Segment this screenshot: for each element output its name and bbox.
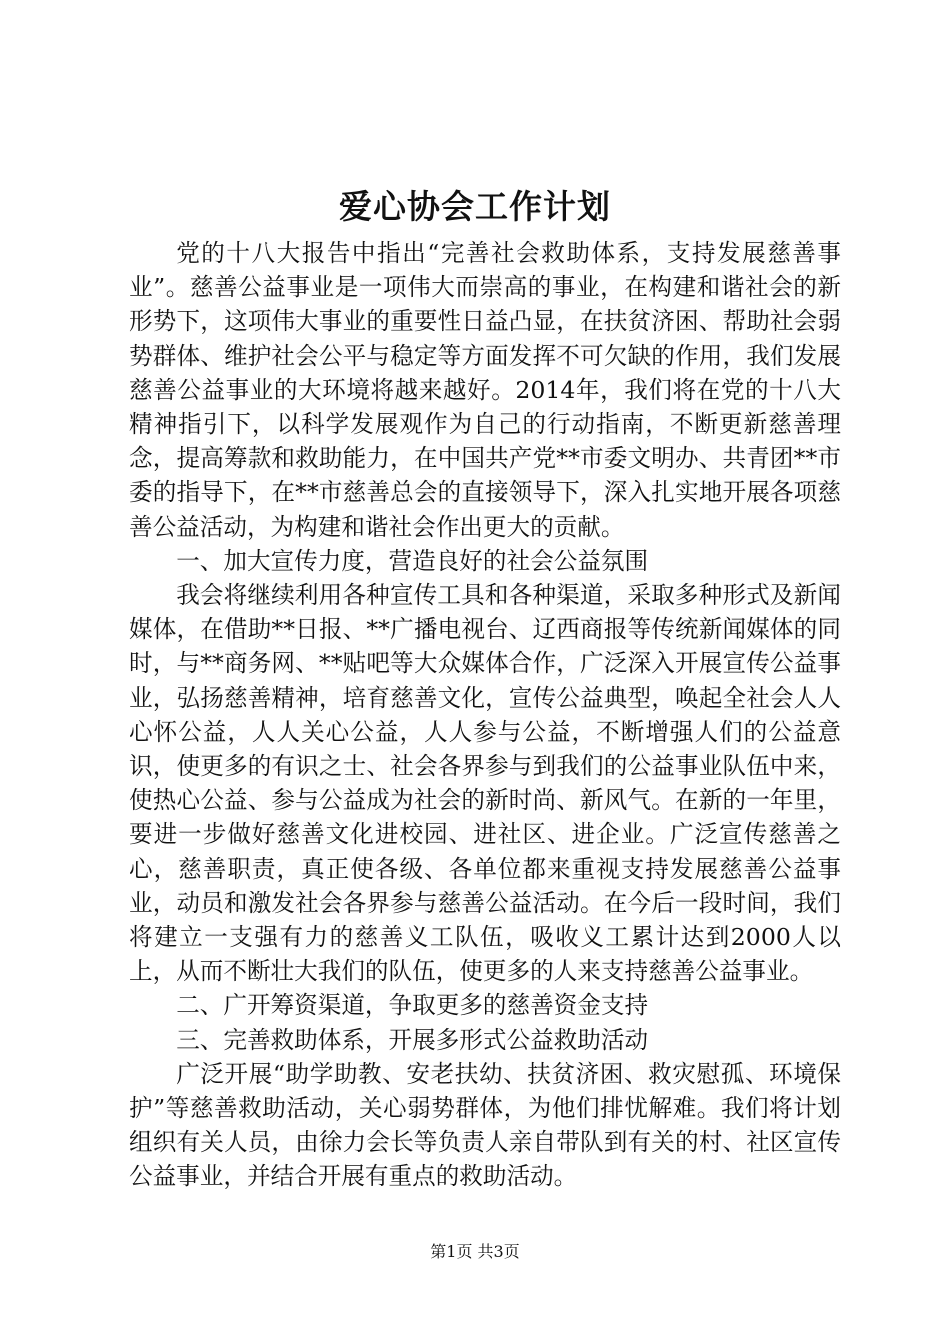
section-heading-2: 二、广开筹资渠道，争取更多的慈善资金支持: [176, 991, 649, 1020]
document-body: [129, 236, 841, 1194]
page-number-footer: 第1页 共3页: [430, 1242, 520, 1261]
section-heading-3: 三、完善救助体系，开展多形式公益救助活动: [176, 1025, 649, 1054]
document-title: 爱心协会工作计划: [339, 187, 611, 226]
section-1-paragraph: 我会将继续利用各种宣传工具和各种渠道，采取多种形式及新闻媒体，在借助**日报、**广播电视台、辽西商报等传统新闻媒体的同时，与**商务网、**贴吧等大众媒体合作，广泛深入开展宣传公益事业，弘扬慈善精神，培育慈善文化，宣传公益典型，唤起全社会人人心怀公益，人人关心公益，人人参与公益，不断增强人们的公益意识，使更多的有识之士、社会各界参与到我们的公益事业队伍中来，使热心公益、参与公益成为社会的新时尚、新风气。在新的一年里，要进一步做好慈善文化进校园、进社区、进企业。广泛宣传慈善之心，慈善职责，真正使各级、各单位都来重视支持发展慈善公益事业，动员和激发社会各界参与慈善公益活动。在今后一段时间，我们将建立一支强有力的慈善义工队伍，吸收义工累计达到2000人以上，从而不断壮大我们的队伍，使更多的人来支持慈善公益事业。: [129, 581, 841, 986]
section-heading-1: 一、加大宣传力度，营造良好的社会公益氛围: [176, 546, 649, 575]
section-3-paragraph: 广泛开展“助学助教、安老扶幼、扶贫济困、救灾慰孤、环境保护”等慈善救助活动，关心弱势群体，为他们排忧解难。我们将计划组织有关人员，由徐力会长等负责人亲自带队到有关的村、社区宣传公益事业，并结合开展有重点的救助活动。: [129, 1059, 841, 1191]
intro-paragraph: 党的十八大报告中指出“完善社会救助体系，支持发展慈善事业”。慈善公益事业是一项伟大而崇高的事业，在构建和谐社会的新形势下，这项伟大事业的重要性日益凸显，在扶贫济困、帮助社会弱势群体、维护社会公平与稳定等方面发挥不可欠缺的作用，我们发展慈善公益事业的大环境将越来越好。2014年，我们将在党的十八大精神指引下，以科学发展观作为自己的行动指南，不断更新慈善理念，提高筹款和救助能力，在中国共产党**市委文明办、共青团**市委的指导下，在**市慈善总会的直接领导下，深入扎实地开展各项慈善公益活动，为构建和谐社会作出更大的贡献。: [129, 239, 841, 541]
